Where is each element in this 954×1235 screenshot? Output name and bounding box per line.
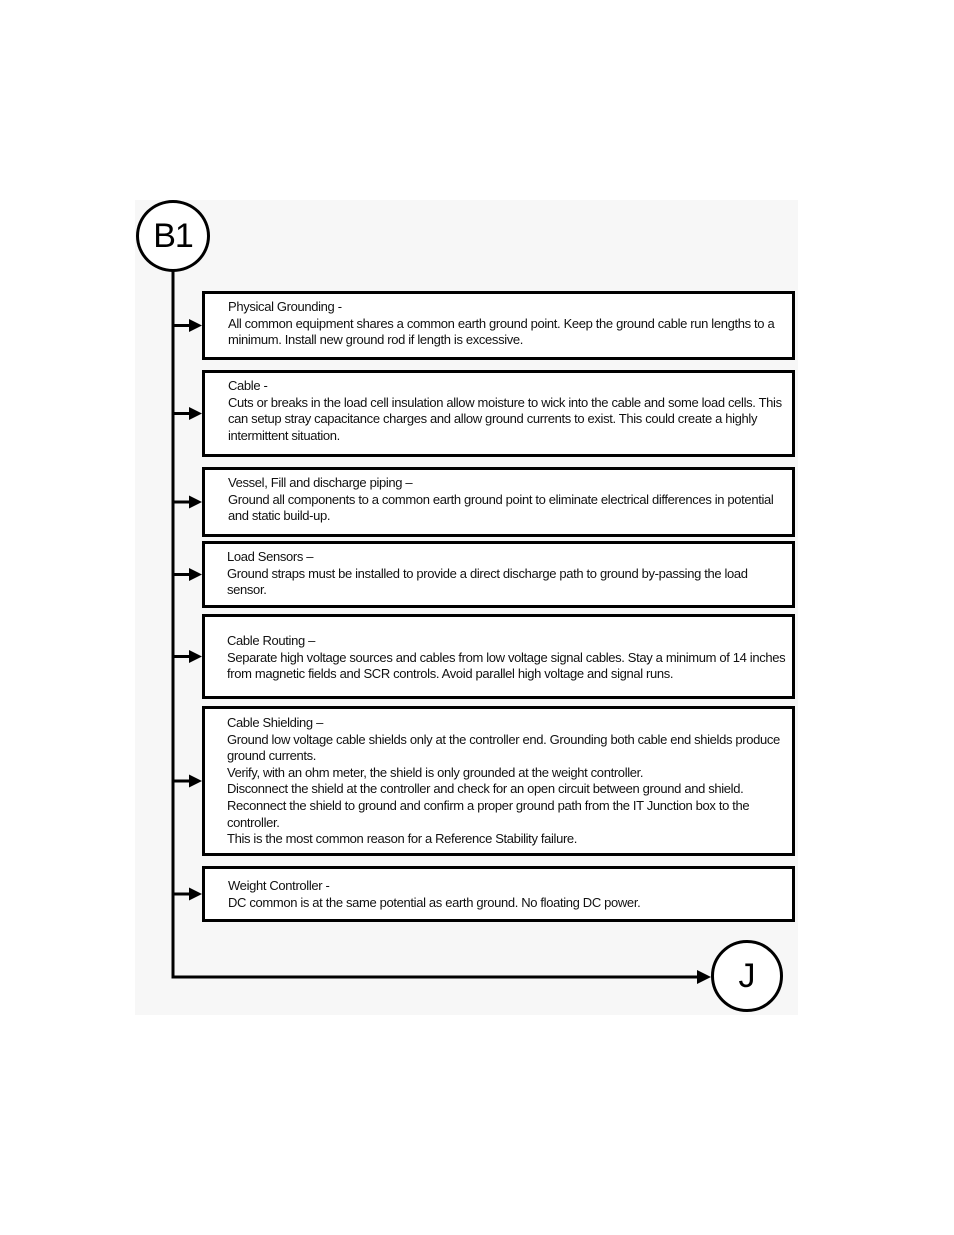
step-text: This is the most common reason for a Reference Stability failure. (227, 831, 578, 847)
step-title: Weight Controller - (228, 878, 330, 893)
branch-arrowhead (189, 319, 202, 332)
step-text: Verify, with an ohm meter, the shield is only grounded at the weight controller. (227, 764, 644, 780)
step-text: Ground all components to a common earth ground point to eliminate electrical differences in potential and static build-up. (228, 491, 774, 524)
branch-arrowhead (189, 496, 202, 509)
step-box-cable-routing (202, 614, 795, 699)
arrow-to-j (697, 970, 711, 984)
step-box-cable (202, 370, 795, 457)
branch-arrows (173, 319, 202, 901)
step-title: Cable - (228, 378, 268, 393)
step-box-vessel-piping (202, 467, 795, 537)
step-title: Cable Routing – (227, 633, 315, 648)
branch-arrowhead (189, 888, 202, 901)
step-text: Cuts or breaks in the load cell insulation allow moisture to wick into the cable and some load cells. This can setup stray capacitance charges and allow ground currents to exist. This could create a highly intermittent situation. (228, 394, 782, 443)
step-title: Cable Shielding – (227, 715, 323, 730)
step-box-load-sensors (202, 541, 795, 608)
start-node-label: B1 (153, 216, 193, 255)
step-title: Load Sensors – (227, 549, 314, 564)
step-box-weight-controller (202, 866, 795, 922)
branch-arrowhead (189, 775, 202, 788)
step-text: DC common is at the same potential as earth ground. No floating DC power. (228, 894, 641, 910)
branch-arrowhead (189, 568, 202, 581)
step-title: Physical Grounding - (228, 299, 342, 314)
step-text: Ground straps must be installed to provide a direct discharge path to ground by-passing the load sensor. (227, 565, 748, 598)
branch-arrowhead (189, 407, 202, 420)
step-text: Disconnect the shield at the controller and check for an open circuit between ground and shield. (227, 781, 744, 797)
branch-arrowhead (189, 650, 202, 663)
step-text: Separate high voltage sources and cables from low voltage signal cables. Stay a minimum of 14 inches from magnetic fields and SCR controls. Avoid parallel high voltage and signal runs. (227, 649, 786, 682)
step-box-physical-grounding (202, 291, 795, 360)
start-node-b1 (136, 200, 210, 272)
step-box-cable-shielding (202, 706, 795, 856)
end-node-j (711, 940, 783, 1012)
step-text: All common equipment shares a common earth ground point. Keep the ground cable run lengths to a minimum. Install new ground rod if length is excessive. (228, 315, 775, 348)
step-text: Ground low voltage cable shields only at the controller end. Grounding both cable end shields produce ground currents. (227, 731, 780, 764)
step-title: Vessel, Fill and discharge piping – (228, 475, 413, 490)
step-text: Reconnect the shield to ground and confirm a proper ground path from the IT Junction box to the controller. (227, 797, 750, 830)
end-node-label: J (738, 956, 756, 995)
